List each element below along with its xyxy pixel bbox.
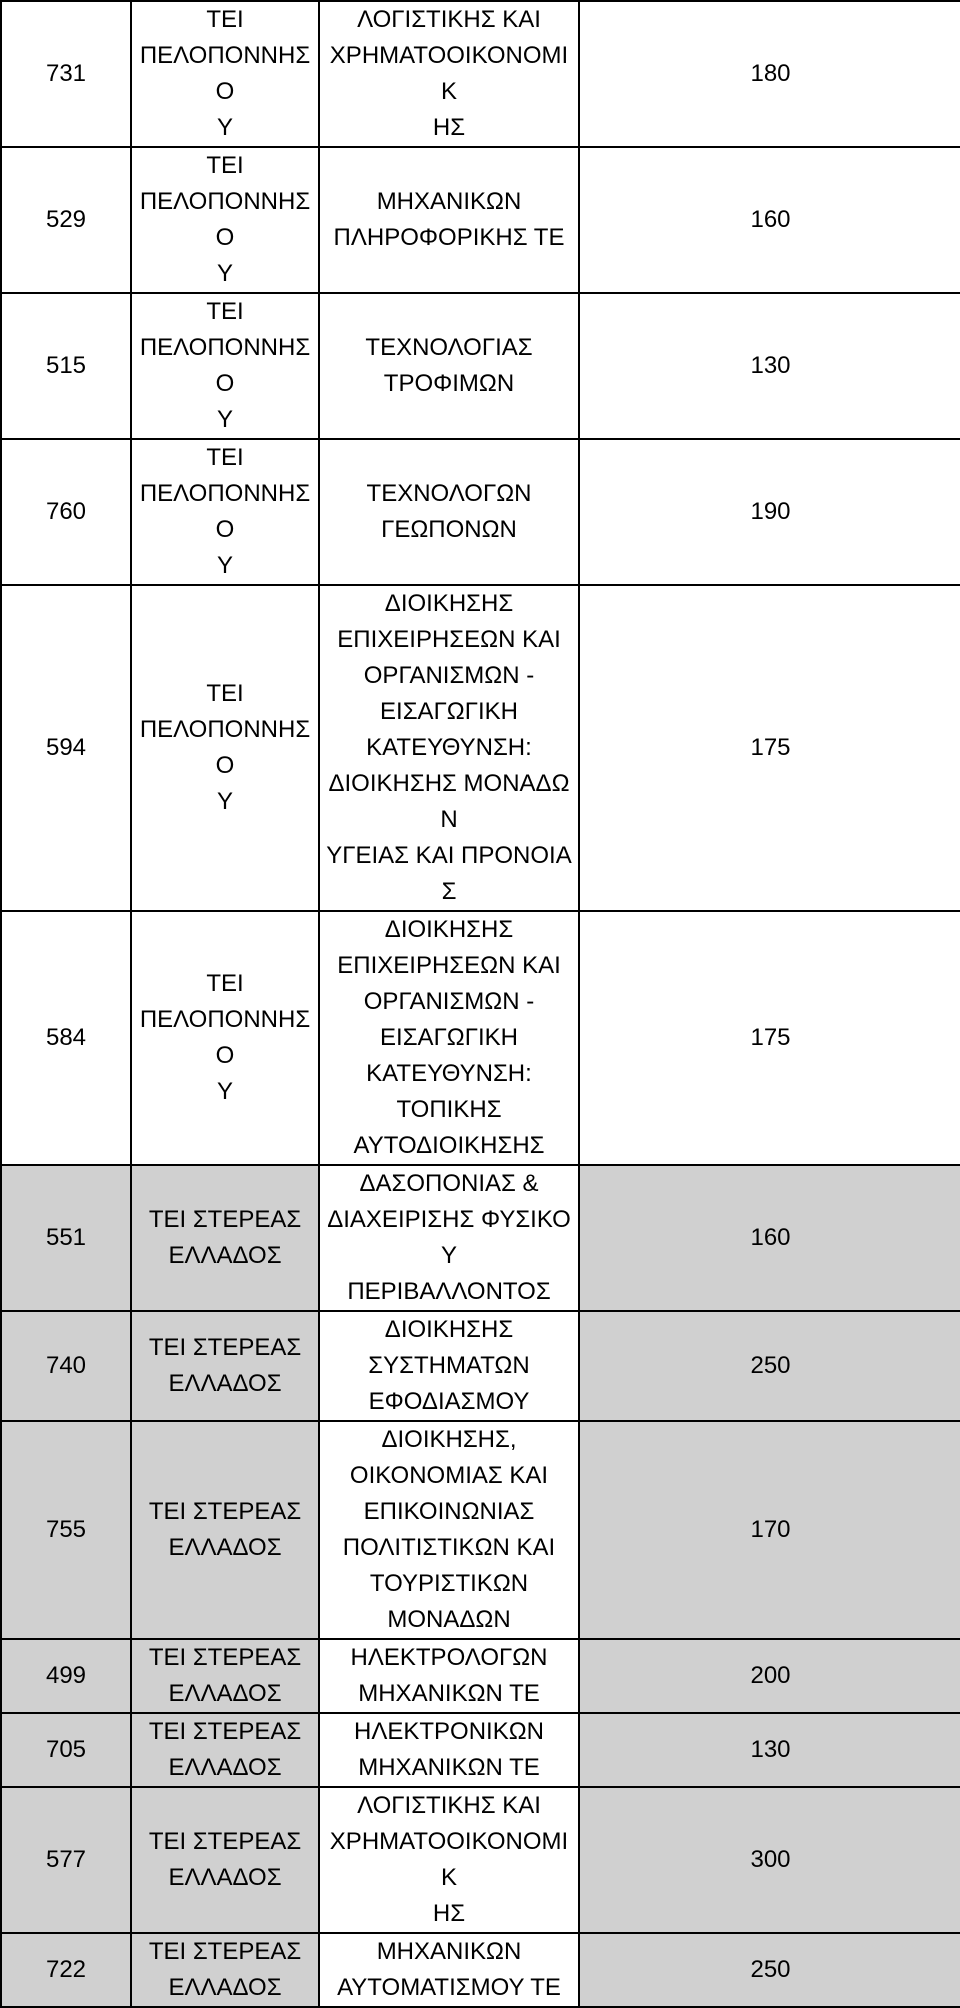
institution-cell: ΤΕΙ ΣΤΕΡΕΑΣ ΕΛΛΑΔΟΣ: [131, 1933, 319, 2007]
institution-cell: ΤΕΙ ΠΕΛΟΠΟΝΝΗΣΟ Υ: [131, 1, 319, 147]
department-cell: ΗΛΕΚΤΡΟΛΟΓΩΝ ΜΗΧΑΝΙΚΩΝ ΤΕ: [319, 1639, 579, 1713]
score-cell: 250: [579, 1311, 960, 1421]
table-row: [1, 1, 960, 147]
score-cell: 175: [579, 911, 960, 1165]
code-cell: 731: [1, 1, 131, 147]
department-cell: ΤΕΧΝΟΛΟΓΩΝ ΓΕΩΠΟΝΩΝ: [319, 439, 579, 585]
score-cell: 130: [579, 293, 960, 439]
table-row: [1, 585, 960, 911]
code-cell: 499: [1, 1639, 131, 1713]
institution-cell: ΤΕΙ ΣΤΕΡΕΑΣ ΕΛΛΑΔΟΣ: [131, 1639, 319, 1713]
code-cell: 722: [1, 1933, 131, 2007]
score-cell: 180: [579, 1, 960, 147]
institution-cell: ΤΕΙ ΣΤΕΡΕΑΣ ΕΛΛΑΔΟΣ: [131, 1311, 319, 1421]
code-cell: 577: [1, 1787, 131, 1933]
institution-cell: ΤΕΙ ΣΤΕΡΕΑΣ ΕΛΛΑΔΟΣ: [131, 1787, 319, 1933]
code-cell: 740: [1, 1311, 131, 1421]
department-cell: ΔΙΟΙΚΗΣΗΣ ΕΠΙΧΕΙΡΗΣΕΩΝ ΚΑΙ ΟΡΓΑΝΙΣΜΩΝ - ΕΙΣΑΓΩΓΙΚΗ ΚΑΤΕΥΘΥΝΣΗ: ΤΟΠΙΚΗΣ ΑΥΤΟΔΙΟΙΚΗΣΗΣ: [319, 911, 579, 1165]
score-cell: 200: [579, 1639, 960, 1713]
department-cell: ΛΟΓΙΣΤΙΚΗΣ ΚΑΙ ΧΡΗΜΑΤΟΟΙΚΟΝΟΜΙΚ ΗΣ: [319, 1787, 579, 1933]
table-row: [1, 1639, 960, 1713]
table-row: [1, 293, 960, 439]
score-cell: 130: [579, 1713, 960, 1787]
score-cell: 190: [579, 439, 960, 585]
table-row: [1, 1311, 960, 1421]
department-cell: ΤΕΧΝΟΛΟΓΙΑΣ ΤΡΟΦΙΜΩΝ: [319, 293, 579, 439]
code-cell: 584: [1, 911, 131, 1165]
table-row: [1, 439, 960, 585]
table-body: [1, 1, 960, 2007]
table-row: [1, 1421, 960, 1639]
score-cell: 300: [579, 1787, 960, 1933]
code-cell: 594: [1, 585, 131, 911]
department-cell: ΔΙΟΙΚΗΣΗΣ ΣΥΣΤΗΜΑΤΩΝ ΕΦΟΔΙΑΣΜΟΥ: [319, 1311, 579, 1421]
code-cell: 551: [1, 1165, 131, 1311]
code-cell: 529: [1, 147, 131, 293]
department-cell: ΜΗΧΑΝΙΚΩΝ ΠΛΗΡΟΦΟΡΙΚΗΣ ΤΕ: [319, 147, 579, 293]
code-cell: 515: [1, 293, 131, 439]
code-cell: 760: [1, 439, 131, 585]
institution-cell: ΤΕΙ ΠΕΛΟΠΟΝΝΗΣΟ Υ: [131, 293, 319, 439]
table-row: [1, 911, 960, 1165]
institution-cell: ΤΕΙ ΠΕΛΟΠΟΝΝΗΣΟ Υ: [131, 147, 319, 293]
code-cell: 755: [1, 1421, 131, 1639]
score-cell: 160: [579, 1165, 960, 1311]
table-row: [1, 1165, 960, 1311]
department-cell: ΛΟΓΙΣΤΙΚΗΣ ΚΑΙ ΧΡΗΜΑΤΟΟΙΚΟΝΟΜΙΚ ΗΣ: [319, 1, 579, 147]
score-cell: 175: [579, 585, 960, 911]
institution-cell: ΤΕΙ ΠΕΛΟΠΟΝΝΗΣΟ Υ: [131, 585, 319, 911]
institution-cell: ΤΕΙ ΣΤΕΡΕΑΣ ΕΛΛΑΔΟΣ: [131, 1713, 319, 1787]
institution-cell: ΤΕΙ ΣΤΕΡΕΑΣ ΕΛΛΑΔΟΣ: [131, 1165, 319, 1311]
institution-cell: ΤΕΙ ΠΕΛΟΠΟΝΝΗΣΟ Υ: [131, 439, 319, 585]
score-cell: 250: [579, 1933, 960, 2007]
department-cell: ΔΙΟΙΚΗΣΗΣ, ΟΙΚΟΝΟΜΙΑΣ ΚΑΙ ΕΠΙΚΟΙΝΩΝΙΑΣ ΠΟΛΙΤΙΣΤΙΚΩΝ ΚΑΙ ΤΟΥΡΙΣΤΙΚΩΝ ΜΟΝΑΔΩΝ: [319, 1421, 579, 1639]
score-cell: 170: [579, 1421, 960, 1639]
code-cell: 705: [1, 1713, 131, 1787]
table-row: [1, 1933, 960, 2007]
institution-cell: ΤΕΙ ΠΕΛΟΠΟΝΝΗΣΟ Υ: [131, 911, 319, 1165]
department-cell: ΔΙΟΙΚΗΣΗΣ ΕΠΙΧΕΙΡΗΣΕΩΝ ΚΑΙ ΟΡΓΑΝΙΣΜΩΝ - ΕΙΣΑΓΩΓΙΚΗ ΚΑΤΕΥΘΥΝΣΗ: ΔΙΟΙΚΗΣΗΣ ΜΟΝΑΔΩΝ ΥΓΕΙΑΣ ΚΑΙ ΠΡΟΝΟΙΑΣ: [319, 585, 579, 911]
table-row: [1, 1787, 960, 1933]
department-cell: ΗΛΕΚΤΡΟΝΙΚΩΝ ΜΗΧΑΝΙΚΩΝ ΤΕ: [319, 1713, 579, 1787]
department-cell: ΜΗΧΑΝΙΚΩΝ ΑΥΤΟΜΑΤΙΣΜΟΥ ΤΕ: [319, 1933, 579, 2007]
table-row: [1, 147, 960, 293]
institution-cell: ΤΕΙ ΣΤΕΡΕΑΣ ΕΛΛΑΔΟΣ: [131, 1421, 319, 1639]
department-cell: ΔΑΣΟΠΟΝΙΑΣ & ΔΙΑΧΕΙΡΙΣΗΣ ΦΥΣΙΚΟΥ ΠΕΡΙΒΑΛΛΟΝΤΟΣ: [319, 1165, 579, 1311]
score-cell: 160: [579, 147, 960, 293]
table-row: [1, 1713, 960, 1787]
